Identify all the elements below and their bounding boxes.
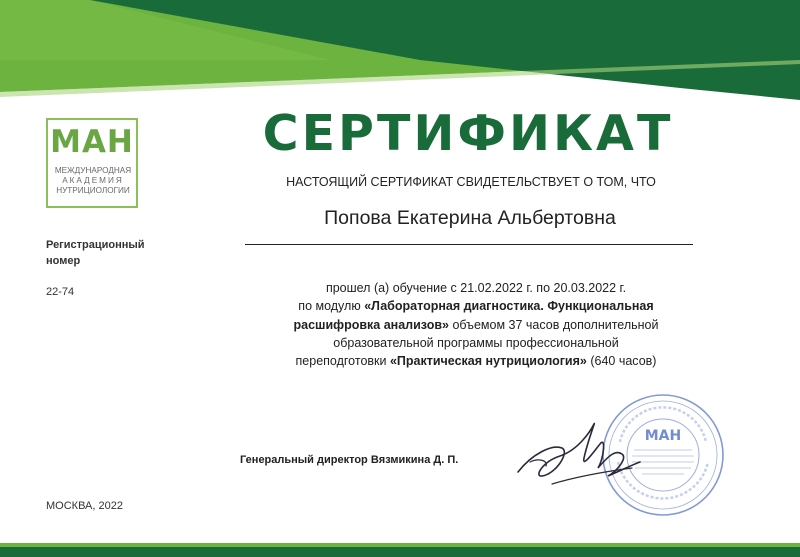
- registration-number: 22-74: [46, 286, 75, 298]
- name-underline: [245, 244, 693, 245]
- header-banner: [0, 0, 800, 110]
- certificate-title: СЕРТИФИКАТ: [262, 105, 674, 162]
- module-title: «Лабораторная диагностика. Функциональная: [364, 299, 654, 314]
- director-name: Вязмикина Д. П.: [370, 454, 459, 466]
- module-title-cont: расшифровка анализов»: [293, 317, 449, 332]
- program-title: «Практическая нутрициология»: [389, 354, 587, 369]
- certificate-subtitle: НАСТОЯЩИЙ СЕРТИФИКАТ СВИДЕТЕЛЬСТВУЕТ О ТОМ, ЧТО: [286, 175, 656, 189]
- recipient-name: Попова Екатерина Альбертовна: [324, 207, 616, 229]
- organization-logo: [46, 118, 138, 208]
- start-date: 21.02.2022: [460, 281, 523, 295]
- registration-label: Регистрационный номер: [46, 239, 145, 267]
- stamp-text: МАН: [644, 428, 682, 444]
- logo-full-name: МЕЖДУНАРОДНАЯ АКАДЕМИЯ НУТРИЦИОЛОГИИ: [54, 166, 132, 195]
- end-date: 20.03.2022: [553, 281, 617, 295]
- director-signature: [512, 414, 644, 494]
- certificate-body: прошел (а) обучение с 21.02.2022 г. по 20.03.2022 г. по модулю «Лабораторная диагностика. Функциональная расшифровка анализов» объемом 37 часов дополнительной образовательной программы профессиональной переподготовки «Практическая нутрициология» (640 часов): [293, 281, 659, 369]
- city-year: МОСКВА, 2022: [46, 500, 123, 512]
- logo-abbreviation: МАН: [50, 124, 134, 160]
- footer-stripe: [0, 547, 800, 557]
- director-line: Генеральный директор Вязмикина Д. П.: [240, 454, 459, 466]
